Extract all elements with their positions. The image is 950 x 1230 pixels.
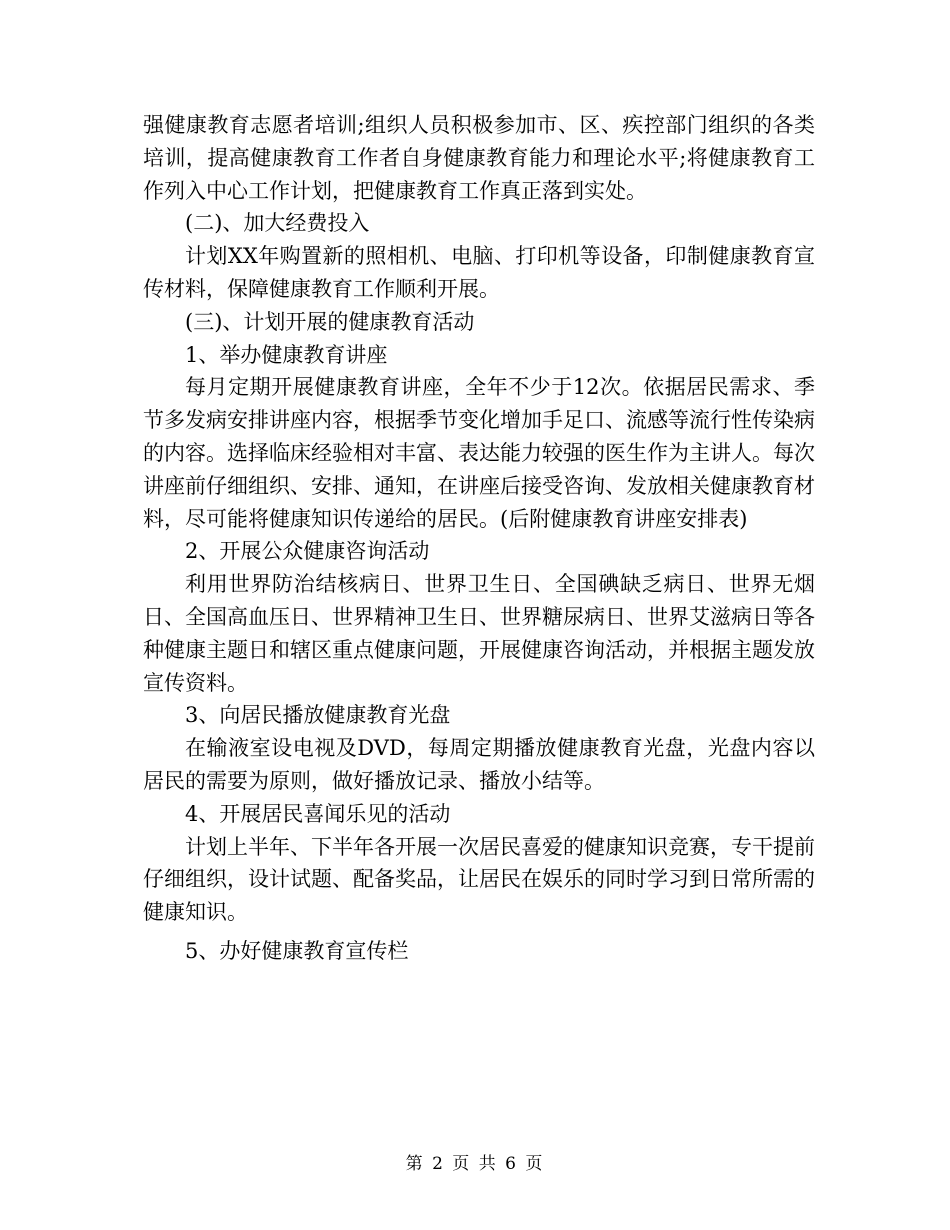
paragraph-consultation: 利用世界防治结核病日、世界卫生日、全国碘缺乏病日、世界无烟日、全国高血压日、世界精神卫生日、世界糖尿病日、世界艾滋病日等各种健康主题日和辖区重点健康问题，开展健康咨询活动，并根据主题发放宣传资料。	[143, 572, 815, 695]
paragraph-popular-activities: 计划上半年、下半年各开展一次居民喜爱的健康知识竞赛，专干提前仔细组织，设计试题、配备奖品，让居民在娱乐的同时学习到日常所需的健康知识。	[143, 834, 815, 925]
paragraph-video-discs: 在输液室设电视及DVD，每周定期播放健康教育光盘，光盘内容以居民的需要为原则，做好播放记录、播放小结等。	[143, 736, 815, 793]
subheading-video-discs: 3、向居民播放健康教育光盘	[185, 703, 451, 728]
section-heading-activities: (三)、计划开展的健康教育活动	[185, 309, 475, 334]
subheading-popular-activities: 4、开展居民喜闻乐见的活动	[185, 801, 451, 826]
subheading-consultation: 2、开展公众健康咨询活动	[185, 539, 430, 564]
page-number-footer: 第 2 页 共 6 页	[405, 1154, 545, 1174]
subheading-lectures: 1、举办健康教育讲座	[185, 342, 388, 367]
paragraph-lectures: 每月定期开展健康教育讲座，全年不少于12次。依据居民需求、季节多发病安排讲座内容，根据季节变化增加手足口、流感等流行性传染病的内容。选择临床经验相对丰富、表达能力较强的医生作为主讲人。每次讲座前仔细组织、安排、通知，在讲座后接受咨询、发放相关健康教育材料，尽可能将健康知识传递给的居民。(后附健康教育讲座安排表)	[143, 375, 815, 531]
paragraph-funding: 计划XX年购置新的照相机、电脑、打印机等设备，印制健康教育宣传材料，保障健康教育工作顺利开展。	[143, 244, 815, 301]
subheading-bulletin-board: 5、办好健康教育宣传栏	[185, 938, 409, 963]
paragraph-volunteer-training: 强健康教育志愿者培训;组织人员积极参加市、区、疾控部门组织的各类培训，提高健康教育工作者自身健康教育能力和理论水平;将健康教育工作列入中心工作计划，把健康教育工作真正落到实处。	[143, 113, 815, 203]
section-heading-funding: (二)、加大经费投入	[185, 211, 370, 236]
document-body	[143, 109, 815, 968]
